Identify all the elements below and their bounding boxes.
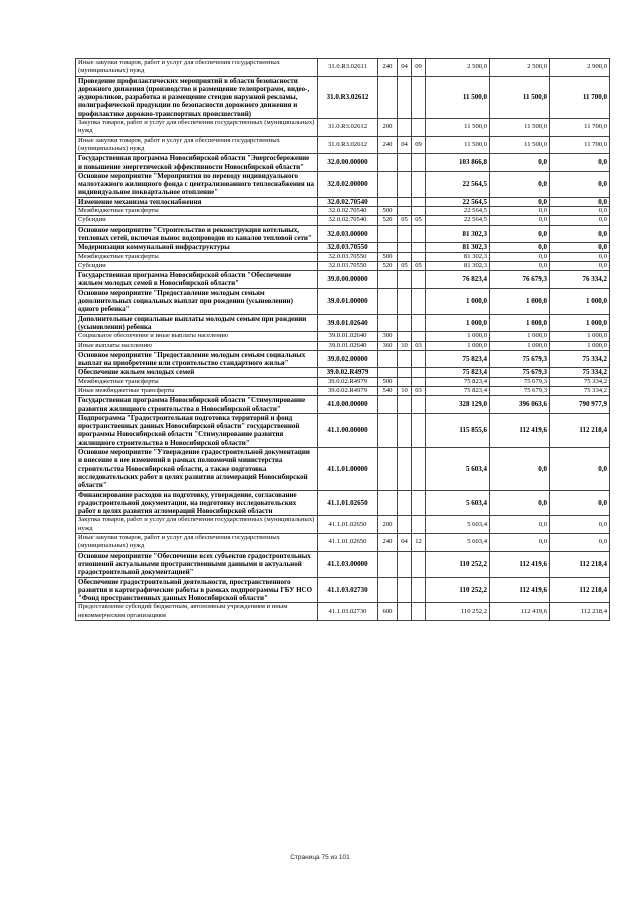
cell-name: Предоставление субсидий бюджетным, автономным учреждениям и иным некоммерческим организациям: [76, 603, 318, 621]
table-row: [76, 197, 610, 206]
cell-subsection: 09: [412, 136, 426, 154]
cell-section: [398, 490, 412, 516]
table-row: [76, 207, 610, 216]
cell-subsection: 05: [412, 216, 426, 225]
cell-section: [398, 119, 412, 137]
cell-target-code: 39.0.01.02640: [318, 314, 378, 332]
cell-name: Дополнительные социальные выплаты молодым семьям при рождении (усыновлении) ребенка: [76, 314, 318, 332]
cell-section: [398, 154, 412, 172]
cell-amount-year-3: 2 900,0: [550, 59, 610, 77]
cell-amount-year-3: 0,0: [550, 225, 610, 243]
cell-amount-year-2: 1 000,0: [490, 332, 550, 341]
cell-target-code: 41.1.01.00000: [318, 448, 378, 490]
cell-amount-year-1: 115 855,6: [426, 413, 490, 447]
cell-amount-year-1: 1 000,0: [426, 332, 490, 341]
cell-target-code: 41.1.01.02650: [318, 516, 378, 534]
table-row: [76, 490, 610, 516]
cell-section: [398, 377, 412, 386]
cell-section: 10: [398, 386, 412, 395]
cell-target-code: 32.0.02.00000: [318, 171, 378, 197]
table-row: [76, 341, 610, 350]
table-row: [76, 76, 610, 118]
cell-expense-type: [378, 154, 398, 172]
cell-subsection: [412, 551, 426, 577]
cell-amount-year-1: 22 564,5: [426, 197, 490, 206]
cell-section: [398, 288, 412, 314]
cell-amount-year-3: 1 000,0: [550, 332, 610, 341]
table-body: [76, 59, 610, 621]
cell-target-code: 41.1.01.02650: [318, 490, 378, 516]
cell-name: Иные межбюджетные трансферты: [76, 386, 318, 395]
cell-amount-year-1: 11 500,0: [426, 119, 490, 137]
cell-target-code: 41.1.01.02650: [318, 534, 378, 552]
cell-target-code: 39.0.01.02640: [318, 341, 378, 350]
cell-section: [398, 577, 412, 603]
cell-amount-year-1: 75 823,4: [426, 368, 490, 377]
cell-amount-year-2: 112 419,6: [490, 603, 550, 621]
cell-amount-year-2: 75 679,3: [490, 350, 550, 368]
cell-amount-year-3: 0,0: [550, 448, 610, 490]
cell-amount-year-3: 0,0: [550, 207, 610, 216]
cell-amount-year-2: 75 679,3: [490, 386, 550, 395]
cell-subsection: [412, 171, 426, 197]
cell-name: Государственная программа Новосибирской области "Энергосбережение и повышение энергетической эффективности Новосибирской области": [76, 154, 318, 172]
cell-expense-type: [378, 271, 398, 289]
cell-subsection: [412, 119, 426, 137]
cell-amount-year-1: 2 500,0: [426, 59, 490, 77]
cell-target-code: 39.0.01.02640: [318, 332, 378, 341]
cell-subsection: 12: [412, 534, 426, 552]
cell-name: Основное мероприятие "Обеспечение всех субъектов градостроительных отношений актуальными пространственными данными и актуальной градостроительной документацией": [76, 551, 318, 577]
cell-amount-year-3: 11 700,0: [550, 136, 610, 154]
cell-amount-year-3: 0,0: [550, 252, 610, 261]
table-row: [76, 368, 610, 377]
cell-amount-year-3: 112 218,4: [550, 551, 610, 577]
cell-expense-type: 360: [378, 341, 398, 350]
cell-amount-year-3: 75 334,2: [550, 350, 610, 368]
cell-amount-year-2: 11 500,0: [490, 136, 550, 154]
cell-amount-year-2: 75 679,3: [490, 377, 550, 386]
cell-amount-year-1: 81 302,3: [426, 261, 490, 270]
cell-target-code: 41.1.00.00000: [318, 413, 378, 447]
cell-section: [398, 271, 412, 289]
cell-amount-year-2: 0,0: [490, 490, 550, 516]
cell-name: Обеспечение жильем молодых семей: [76, 368, 318, 377]
cell-expense-type: 500: [378, 377, 398, 386]
cell-section: 05: [398, 216, 412, 225]
cell-expense-type: 200: [378, 119, 398, 137]
cell-section: [398, 603, 412, 621]
cell-section: [398, 516, 412, 534]
cell-amount-year-1: 81 302,3: [426, 225, 490, 243]
cell-amount-year-3: 1 000,0: [550, 341, 610, 350]
cell-amount-year-1: 75 823,4: [426, 377, 490, 386]
table-row: [76, 288, 610, 314]
cell-name: Межбюджетные трансферты: [76, 252, 318, 261]
cell-name: Основное мероприятие "Предоставление молодым семьям социальных выплат на приобретение или строительство стандартного жилья": [76, 350, 318, 368]
cell-subsection: [412, 252, 426, 261]
cell-amount-year-1: 110 252,2: [426, 551, 490, 577]
cell-name: Проведение профилактических мероприятий в области безопасности дорожного движения (производство и размещение телепрограмм, видео-, аудиороликов, разработка и размещение стендов наружной рекламы, полиграфической продукции по безопасности дорожного движения и профилактике дорожно-транспортных происшествий): [76, 76, 318, 118]
cell-amount-year-2: 0,0: [490, 534, 550, 552]
cell-target-code: 41.1.03.00000: [318, 551, 378, 577]
cell-subsection: [412, 396, 426, 414]
table-row: [76, 377, 610, 386]
cell-target-code: 39.0.00.00000: [318, 271, 378, 289]
cell-expense-type: 200: [378, 516, 398, 534]
cell-name: Иные выплаты населению: [76, 341, 318, 350]
cell-amount-year-1: 1 000,0: [426, 341, 490, 350]
cell-amount-year-3: 76 334,2: [550, 271, 610, 289]
cell-section: 04: [398, 59, 412, 77]
cell-amount-year-1: 110 252,2: [426, 603, 490, 621]
cell-target-code: 39.0.01.00000: [318, 288, 378, 314]
cell-section: [398, 396, 412, 414]
cell-name: Иные закупки товаров, работ и услуг для обеспечения государственных (муниципальных) нужд: [76, 59, 318, 77]
cell-target-code: 32.0.03.00000: [318, 225, 378, 243]
cell-name: Субсидии: [76, 216, 318, 225]
cell-expense-type: 240: [378, 534, 398, 552]
cell-section: [398, 551, 412, 577]
table-row: [76, 243, 610, 252]
table-row: [76, 59, 610, 77]
cell-amount-year-1: 110 252,2: [426, 577, 490, 603]
cell-name: Основное мероприятие "Строительство и реконструкция котельных, тепловых сетей, включая вынос водопроводов из каналов тепловой сети": [76, 225, 318, 243]
cell-subsection: [412, 288, 426, 314]
cell-expense-type: 500: [378, 207, 398, 216]
cell-amount-year-2: 396 063,6: [490, 396, 550, 414]
cell-section: [398, 350, 412, 368]
cell-amount-year-3: 112 218,4: [550, 413, 610, 447]
cell-name: Модернизация коммунальной инфраструктуры: [76, 243, 318, 252]
table-row: [76, 516, 610, 534]
cell-amount-year-2: 112 419,6: [490, 551, 550, 577]
cell-expense-type: [378, 551, 398, 577]
cell-section: [398, 243, 412, 252]
cell-expense-type: [378, 225, 398, 243]
table-row: [76, 154, 610, 172]
cell-subsection: [412, 243, 426, 252]
cell-amount-year-3: 0,0: [550, 154, 610, 172]
table-row: [76, 136, 610, 154]
cell-amount-year-3: 790 977,9: [550, 396, 610, 414]
cell-expense-type: 520: [378, 216, 398, 225]
cell-amount-year-3: 0,0: [550, 534, 610, 552]
cell-amount-year-1: 5 603,4: [426, 490, 490, 516]
cell-amount-year-3: 1 000,0: [550, 288, 610, 314]
cell-name: Закупка товаров, работ и услуг для обеспечения государственных (муниципальных) нужд: [76, 516, 318, 534]
cell-name: Социальное обеспечение и иные выплаты населению: [76, 332, 318, 341]
cell-amount-year-2: 0,0: [490, 197, 550, 206]
cell-name: Основное мероприятие "Утверждение градостроительной документации и внесение в нее изменений в рамках полномочий министерства строительства Новосибирской области, а также подготовка исследовательских работ в целях развития агломераций Новосибирской области": [76, 448, 318, 490]
cell-expense-type: 600: [378, 603, 398, 621]
cell-amount-year-3: 75 334,2: [550, 386, 610, 395]
cell-name: Государственная программа Новосибирской области "Стимулирование развития жилищного строительства в Новосибирской области": [76, 396, 318, 414]
cell-expense-type: 520: [378, 261, 398, 270]
cell-amount-year-1: 5 603,4: [426, 448, 490, 490]
cell-section: 04: [398, 136, 412, 154]
cell-subsection: 03: [412, 386, 426, 395]
cell-amount-year-1: 328 129,0: [426, 396, 490, 414]
cell-amount-year-2: 2 500,0: [490, 59, 550, 77]
cell-target-code: 31.0.R3.02612: [318, 136, 378, 154]
cell-amount-year-2: 0,0: [490, 216, 550, 225]
table-row: [76, 261, 610, 270]
cell-expense-type: [378, 288, 398, 314]
cell-subsection: 03: [412, 341, 426, 350]
cell-amount-year-2: 112 419,6: [490, 577, 550, 603]
cell-subsection: 05: [412, 261, 426, 270]
cell-name: Закупка товаров, работ и услуг для обеспечения государственных (муниципальных) нужд: [76, 119, 318, 137]
cell-amount-year-2: 0,0: [490, 261, 550, 270]
cell-expense-type: [378, 76, 398, 118]
cell-amount-year-2: 0,0: [490, 243, 550, 252]
cell-target-code: 32.0.02.70540: [318, 207, 378, 216]
table-row: [76, 119, 610, 137]
cell-section: 04: [398, 534, 412, 552]
cell-amount-year-2: 0,0: [490, 252, 550, 261]
cell-subsection: [412, 332, 426, 341]
cell-amount-year-1: 75 823,4: [426, 386, 490, 395]
cell-expense-type: [378, 448, 398, 490]
cell-section: 05: [398, 261, 412, 270]
table-row: [76, 216, 610, 225]
cell-target-code: 31.0.R3.02611: [318, 59, 378, 77]
cell-amount-year-2: 0,0: [490, 225, 550, 243]
cell-subsection: [412, 368, 426, 377]
cell-amount-year-3: 11 700,0: [550, 76, 610, 118]
cell-subsection: [412, 207, 426, 216]
cell-amount-year-1: 22 564,5: [426, 171, 490, 197]
cell-amount-year-1: 11 500,0: [426, 136, 490, 154]
cell-name: Субсидии: [76, 261, 318, 270]
cell-subsection: [412, 225, 426, 243]
cell-amount-year-3: 75 334,2: [550, 368, 610, 377]
table-row: [76, 386, 610, 395]
table-row: [76, 551, 610, 577]
cell-name: Основное мероприятие "Предоставление молодым семьям дополнительных социальных выплат при рождении (усыновлении) одного ребенка": [76, 288, 318, 314]
cell-name: Межбюджетные трансферты: [76, 377, 318, 386]
cell-target-code: 39.0.02.R4979: [318, 386, 378, 395]
cell-subsection: [412, 377, 426, 386]
table-row: [76, 314, 610, 332]
cell-name: Основное мероприятие "Мероприятия по переводу индивидуального малоэтажного жилищного фонда с централизованного теплоснабжения на индивидуальное поквартальное отопление": [76, 171, 318, 197]
cell-section: [398, 332, 412, 341]
cell-target-code: 32.0.02.70540: [318, 197, 378, 206]
cell-section: [398, 76, 412, 118]
cell-subsection: [412, 76, 426, 118]
cell-amount-year-2: 75 679,3: [490, 368, 550, 377]
cell-subsection: [412, 271, 426, 289]
cell-expense-type: 300: [378, 332, 398, 341]
cell-target-code: 39.0.02.R4979: [318, 368, 378, 377]
cell-expense-type: [378, 171, 398, 197]
cell-target-code: 32.0.03.70550: [318, 261, 378, 270]
cell-target-code: 31.0.R3.02612: [318, 119, 378, 137]
cell-amount-year-2: 1 000,0: [490, 341, 550, 350]
cell-amount-year-2: 0,0: [490, 154, 550, 172]
cell-amount-year-2: 76 679,3: [490, 271, 550, 289]
cell-target-code: 32.0.02.70540: [318, 216, 378, 225]
cell-subsection: [412, 413, 426, 447]
cell-target-code: 32.0.00.00000: [318, 154, 378, 172]
cell-subsection: [412, 197, 426, 206]
cell-name: Обеспечение градостроительной деятельности, пространственного развития и картографические работы в рамках подпрограммы ГБУ НСО "Фонд пространственных данных Новосибирской области": [76, 577, 318, 603]
cell-amount-year-1: 22 564,5: [426, 207, 490, 216]
cell-amount-year-1: 75 823,4: [426, 350, 490, 368]
cell-section: [398, 225, 412, 243]
cell-name: Межбюджетные трансферты: [76, 207, 318, 216]
cell-expense-type: [378, 368, 398, 377]
cell-target-code: 39.0.02.R4979: [318, 377, 378, 386]
cell-section: [398, 314, 412, 332]
cell-target-code: 41.0.00.00000: [318, 396, 378, 414]
table-row: [76, 171, 610, 197]
cell-section: [398, 171, 412, 197]
cell-expense-type: [378, 396, 398, 414]
cell-section: 10: [398, 341, 412, 350]
cell-subsection: [412, 490, 426, 516]
cell-target-code: 32.0.03.70550: [318, 243, 378, 252]
cell-amount-year-2: 1 000,0: [490, 314, 550, 332]
page-number: Страница 75 из 101: [290, 854, 350, 861]
cell-amount-year-1: 1 000,0: [426, 288, 490, 314]
cell-amount-year-2: 0,0: [490, 207, 550, 216]
cell-target-code: 41.1.03.02730: [318, 577, 378, 603]
cell-expense-type: 240: [378, 136, 398, 154]
cell-section: [398, 413, 412, 447]
cell-expense-type: [378, 243, 398, 252]
table-row: [76, 413, 610, 447]
table-row: [76, 603, 610, 621]
table-row: [76, 577, 610, 603]
cell-section: [398, 448, 412, 490]
cell-name: Государственная программа Новосибирской области "Обеспечение жильем молодых семей в Новосибирской области": [76, 271, 318, 289]
cell-amount-year-1: 81 302,3: [426, 243, 490, 252]
cell-amount-year-2: 0,0: [490, 448, 550, 490]
cell-amount-year-1: 76 823,4: [426, 271, 490, 289]
cell-section: [398, 197, 412, 206]
cell-amount-year-3: 0,0: [550, 490, 610, 516]
cell-expense-type: [378, 490, 398, 516]
cell-expense-type: 540: [378, 386, 398, 395]
cell-target-code: 31.0.R3.02612: [318, 76, 378, 118]
table-row: [76, 271, 610, 289]
cell-amount-year-2: 0,0: [490, 516, 550, 534]
table-row: [76, 534, 610, 552]
cell-subsection: [412, 448, 426, 490]
cell-name: Изменение механизма теплоснабжения: [76, 197, 318, 206]
cell-expense-type: [378, 197, 398, 206]
cell-amount-year-3: 0,0: [550, 216, 610, 225]
cell-amount-year-1: 81 302,3: [426, 252, 490, 261]
cell-amount-year-1: 11 500,0: [426, 76, 490, 118]
cell-amount-year-3: 112 218,4: [550, 603, 610, 621]
cell-target-code: 32.0.03.70550: [318, 252, 378, 261]
cell-amount-year-1: 103 866,8: [426, 154, 490, 172]
table-row: [76, 448, 610, 490]
cell-amount-year-3: 0,0: [550, 243, 610, 252]
cell-name: Иные закупки товаров, работ и услуг для обеспечения государственных (муниципальных) нужд: [76, 136, 318, 154]
cell-amount-year-2: 11 500,0: [490, 119, 550, 137]
cell-amount-year-1: 1 000,0: [426, 314, 490, 332]
cell-expense-type: 240: [378, 59, 398, 77]
cell-subsection: 09: [412, 59, 426, 77]
cell-amount-year-2: 0,0: [490, 171, 550, 197]
cell-amount-year-3: 0,0: [550, 171, 610, 197]
cell-name: Подпрограмма "Градостроительная подготовка территорий и фонд пространственных данных Новосибирской области" государственной программы Новосибирской области "Стимулирование развития жилищного строительства в Новосибирской области": [76, 413, 318, 447]
cell-amount-year-3: 1 000,0: [550, 314, 610, 332]
cell-amount-year-3: 11 700,0: [550, 119, 610, 137]
table-row: [76, 332, 610, 341]
cell-amount-year-3: 0,0: [550, 261, 610, 270]
cell-target-code: 39.0.02.00000: [318, 350, 378, 368]
cell-subsection: [412, 350, 426, 368]
budget-table: [75, 58, 610, 621]
cell-amount-year-3: 112 218,4: [550, 577, 610, 603]
cell-section: [398, 368, 412, 377]
cell-expense-type: 500: [378, 252, 398, 261]
cell-subsection: [412, 314, 426, 332]
table-row: [76, 396, 610, 414]
cell-amount-year-2: 1 000,0: [490, 288, 550, 314]
cell-subsection: [412, 516, 426, 534]
cell-section: [398, 252, 412, 261]
cell-amount-year-3: 0,0: [550, 516, 610, 534]
cell-expense-type: [378, 577, 398, 603]
table-row: [76, 350, 610, 368]
cell-expense-type: [378, 350, 398, 368]
cell-section: [398, 207, 412, 216]
table-row: [76, 225, 610, 243]
cell-amount-year-1: 22 564,5: [426, 216, 490, 225]
cell-amount-year-1: 5 603,4: [426, 534, 490, 552]
cell-name: Финансирование расходов на подготовку, утверждение, согласование градостроительной документации, на подготовку исследовательских работ в целях развития агломераций Новосибирской области: [76, 490, 318, 516]
cell-target-code: 41.1.03.02730: [318, 603, 378, 621]
cell-amount-year-2: 11 500,0: [490, 76, 550, 118]
cell-amount-year-1: 5 603,4: [426, 516, 490, 534]
cell-subsection: [412, 154, 426, 172]
cell-expense-type: [378, 413, 398, 447]
cell-subsection: [412, 603, 426, 621]
cell-amount-year-3: 75 334,2: [550, 377, 610, 386]
cell-subsection: [412, 577, 426, 603]
cell-amount-year-3: 0,0: [550, 197, 610, 206]
cell-expense-type: [378, 314, 398, 332]
cell-amount-year-2: 112 419,6: [490, 413, 550, 447]
cell-name: Иные закупки товаров, работ и услуг для обеспечения государственных (муниципальных) нужд: [76, 534, 318, 552]
table-row: [76, 252, 610, 261]
